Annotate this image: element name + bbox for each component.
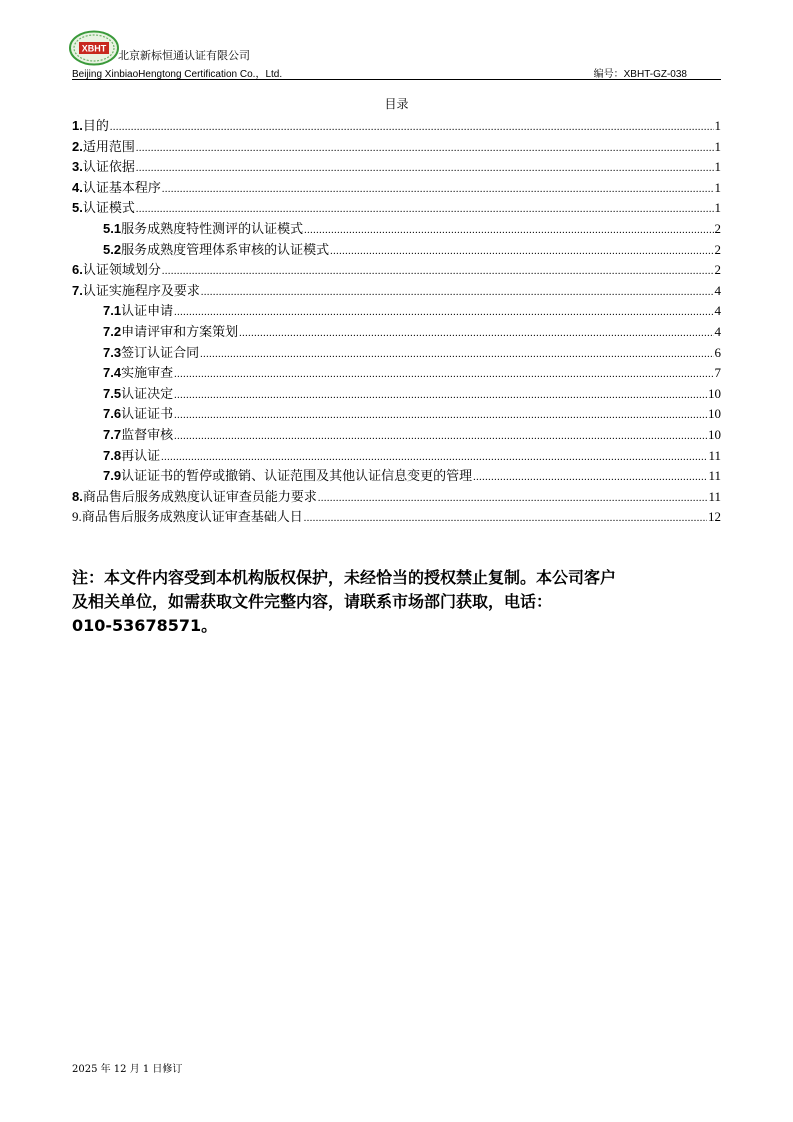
toc-entry-page: 10 [708,385,721,401]
toc-entry-title: 商品售后服务成熟度认证审查基础人日 [81,510,303,526]
toc-dot-leader [162,180,714,200]
toc-entry-title: 实施审查 [121,366,174,382]
toc-dot-leader [110,118,714,138]
toc-entry[interactable] [72,446,721,467]
toc-entry[interactable] [72,240,721,261]
note-line-1: 注：本文件内容受到本机构版权保护，未经恰当的授权禁止复制。本公司客户 [72,568,617,587]
toc-entry-title: 认证证书 [121,407,174,423]
toc-entry[interactable] [72,384,721,405]
toc-entry-title: 认证依据 [82,160,135,176]
toc-dot-leader [174,406,707,426]
company-name-en: Beijing XinbiaoHengtong Certification Co.，Ltd. [72,69,283,80]
toc-entry-number: 7.1 [103,303,122,319]
svg-text:XBHT: XBHT [81,43,107,54]
toc-entry-title: 适用范围 [82,139,135,155]
toc-entry-number: 2. [72,138,83,154]
toc-entry[interactable] [72,404,721,425]
toc-entry[interactable] [72,322,721,343]
toc-entry-page: 11 [708,447,721,463]
toc-entry-page: 1 [714,138,721,154]
toc-entry-number: 7.2 [103,323,122,339]
toc-entry-page: 1 [714,159,721,175]
toc-entry-number: 3. [72,159,83,175]
toc-entry-page: 12 [708,509,721,525]
note-line-3: 010-53678571。 [72,616,218,635]
toc-entry-page: 1 [714,200,721,216]
toc-entry-title: 再认证 [121,448,161,464]
toc-entry-page: 7 [714,365,721,381]
toc-entry-page: 2 [714,220,721,236]
toc-entry-number: 5.2 [103,241,122,257]
toc-entry-title: 认证申请 [121,304,174,320]
toc-dot-leader [174,386,707,406]
toc-entry[interactable] [72,363,721,384]
toc-entry-number: 7.9 [103,468,122,484]
toc-title: 目录 [384,97,409,111]
toc-entry[interactable] [72,260,721,281]
toc-entry-page: 11 [708,468,721,484]
revision-date: 2025 年 12 月 1 日修订 [72,1064,183,1075]
toc-entry-title: 监督审核 [121,427,174,443]
toc-entry-number: 4. [72,179,83,195]
toc-dot-leader [239,324,713,344]
toc-dot-leader [136,159,714,179]
toc-dot-leader [174,303,713,323]
toc-dot-leader [161,448,707,468]
toc-entry-number: 1. [72,118,83,133]
toc-entry-page: 10 [708,426,721,442]
toc-entry-number: 7.7 [103,426,122,442]
toc-entry[interactable] [72,343,721,364]
toc-entry-number: 7. [72,282,83,298]
toc-entry-title: 申请评审和方案策划 [121,324,239,340]
toc-entry-page: 2 [714,241,721,257]
table-of-contents [72,116,721,528]
toc-entry-title: 服务成熟度特性测评的认证模式 [121,221,304,237]
toc-entry-number: 8. [72,488,83,504]
toc-entry-number: 5. [72,200,83,216]
toc-entry[interactable] [72,487,721,508]
toc-dot-leader [318,489,708,509]
toc-entry-page: 11 [708,488,721,504]
toc-entry-number: 7.4 [103,365,122,381]
toc-entry-page: 4 [714,303,721,319]
toc-entry[interactable] [72,281,721,302]
toc-entry[interactable] [72,137,721,158]
toc-dot-leader [330,242,713,262]
toc-dot-leader [304,221,713,241]
toc-entry[interactable] [72,116,721,137]
toc-entry-title: 认证领域划分 [82,263,161,279]
toc-dot-leader [136,139,714,159]
copyright-note [72,566,722,638]
document-number: 编号：XBHT-GZ-038 [593,69,687,80]
toc-entry-title: 目的 [82,119,109,134]
toc-dot-leader [200,345,713,365]
company-name-cn: 北京新标恒通认证有限公司 [118,49,250,62]
toc-entry-number: 7.3 [103,344,122,360]
toc-entry-number: 7.6 [103,406,122,422]
toc-entry[interactable] [72,157,721,178]
toc-dot-leader [136,200,714,220]
toc-entry-title: 认证实施程序及要求 [82,283,200,299]
toc-entry-title: 认证模式 [82,201,135,217]
toc-entry-page: 6 [714,344,721,360]
toc-entry[interactable] [72,178,721,199]
toc-dot-leader [473,468,707,488]
toc-entry-number: 5.1 [103,220,122,236]
toc-entry[interactable] [72,198,721,219]
toc-entry-number: 7.5 [103,385,122,401]
toc-entry[interactable] [72,301,721,322]
toc-dot-leader [174,365,713,385]
toc-entry-page: 2 [714,262,721,278]
toc-entry-page: 4 [714,282,721,298]
toc-entry-number: 6. [72,262,83,278]
note-line-2: 及相关单位，如需获取文件完整内容，请联系市场部门获取，电话： [72,592,553,611]
toc-dot-leader [201,283,714,303]
toc-entry-title: 商品售后服务成熟度认证审查员能力要求 [82,489,317,505]
company-logo [68,30,120,66]
toc-entry-page: 4 [714,323,721,339]
toc-entry-title: 认证证书的暂停或撤销、认证范围及其他认证信息变更的管理 [121,469,473,485]
toc-entry-page: 1 [714,118,721,133]
toc-entry-title: 认证决定 [121,386,174,402]
toc-entry-number: 7.8 [103,447,122,463]
toc-entry[interactable] [72,507,721,528]
toc-entry-number: 9. [72,509,82,525]
toc-entry-title: 认证基本程序 [82,180,161,196]
toc-dot-leader [304,509,707,529]
header-divider [72,79,721,80]
toc-entry[interactable] [72,466,721,487]
toc-entry[interactable] [72,425,721,446]
page-header [72,30,721,78]
toc-dot-leader [162,262,714,282]
toc-dot-leader [174,427,707,447]
toc-entry-page: 10 [708,406,721,422]
toc-entry-title: 服务成熟度管理体系审核的认证模式 [121,242,330,258]
toc-entry[interactable] [72,219,721,240]
toc-entry-title: 签订认证合同 [121,345,200,361]
toc-entry-page: 1 [714,179,721,195]
